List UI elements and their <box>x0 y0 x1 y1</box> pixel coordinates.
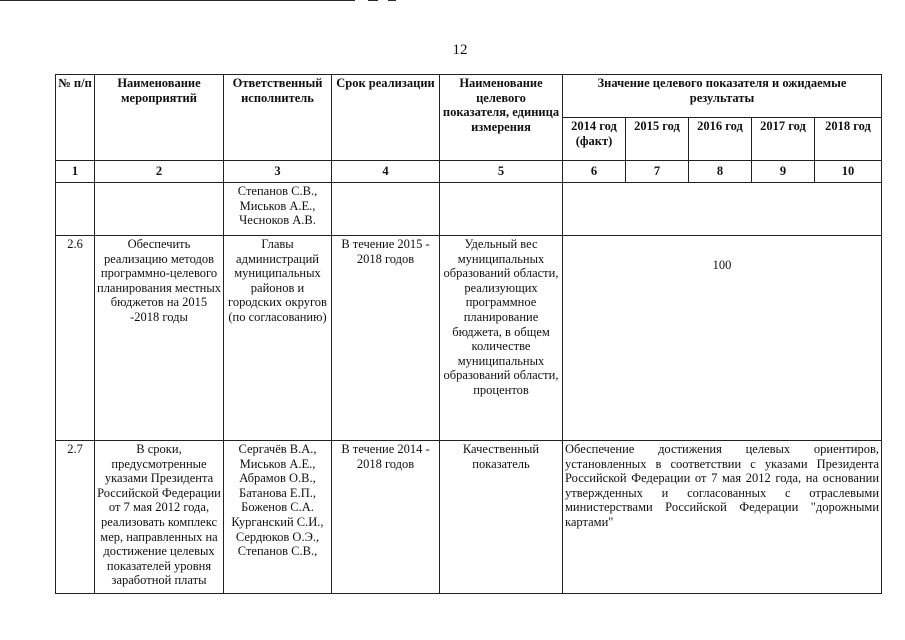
measures-table <box>55 74 882 594</box>
row-name: Обеспечить реализацию методов программно-целевого планирования местных бюджетов на 2015 -2018 годы <box>95 236 224 441</box>
row-indicator: Качественный показатель <box>440 441 563 594</box>
header-term: Срок реализации <box>332 75 440 161</box>
header-name: Наименование мероприятий <box>95 75 224 161</box>
header-num: № п/п <box>56 75 95 161</box>
header-indicator: Наименование целевого показателя, единица измерения <box>440 75 563 161</box>
row-indicator <box>440 183 563 236</box>
header-year-2016: 2016 год <box>689 118 752 161</box>
row-indicator: Удельный вес муниципальных образований области, реализующих программное планирование бюджета, в общем количестве муниципальных образований области, процентов <box>440 236 563 441</box>
row-name <box>95 183 224 236</box>
header-year-2017: 2017 год <box>752 118 815 161</box>
header-year-2015: 2015 год <box>626 118 689 161</box>
row-value: Обеспечение достижения целевых ориентиров, установленных в соответствии с указами Президента Российской Федерации от 7 мая 2012 года, на основании утвержденных и согласованных с отраслевыми министерствами Российской Федерации "дорожными картами" <box>563 441 882 594</box>
column-number: 8 <box>689 161 752 183</box>
column-number: 7 <box>626 161 689 183</box>
column-number: 5 <box>440 161 563 183</box>
column-number: 3 <box>224 161 332 183</box>
scan-top-line-right <box>388 0 396 1</box>
column-number: 9 <box>752 161 815 183</box>
row-responsible: Главы администраций муниципальных районов и городских округов (по согласованию) <box>224 236 332 441</box>
header-year-2014: 2014 год (факт) <box>563 118 626 161</box>
row-value <box>563 183 882 236</box>
scan-top-line-left <box>0 0 355 1</box>
column-number: 4 <box>332 161 440 183</box>
row-value: 100 <box>563 236 882 441</box>
column-number: 10 <box>815 161 882 183</box>
table-row <box>56 441 882 594</box>
header-values-group: Значение целевого показателя и ожидаемые результаты <box>563 75 882 118</box>
row-responsible: Степанов С.В., Миськов А.Е., Чесноков А.В. <box>224 183 332 236</box>
table-row <box>56 183 882 236</box>
table-row <box>56 236 882 441</box>
column-number: 1 <box>56 161 95 183</box>
row-num <box>56 183 95 236</box>
row-term <box>332 183 440 236</box>
row-num: 2.6 <box>56 236 95 441</box>
column-number: 2 <box>95 161 224 183</box>
row-term: В течение 2015 - 2018 годов <box>332 236 440 441</box>
header-row <box>56 75 882 118</box>
row-name: В сроки, предусмотренные указами Президента Российской Федерации от 7 мая 2012 года, реализовать комплекс мер, направленных на достижение целевых показателей уровня заработной платы <box>95 441 224 594</box>
header-responsible: Ответственный исполнитель <box>224 75 332 161</box>
header-year-2018: 2018 год <box>815 118 882 161</box>
scan-top-line-mid <box>368 0 378 1</box>
row-num: 2.7 <box>56 441 95 594</box>
row-term: В течение 2014 - 2018 годов <box>332 441 440 594</box>
column-numbers-row <box>56 161 882 183</box>
column-number: 6 <box>563 161 626 183</box>
page-number: 12 <box>452 42 468 58</box>
row-responsible: Сергачёв В.А., Миськов А.Е., Абрамов О.В., Батанова Е.П., Боженов С.А. Курганский С.И., Сердюков О.Э., Степанов С.В., <box>224 441 332 594</box>
